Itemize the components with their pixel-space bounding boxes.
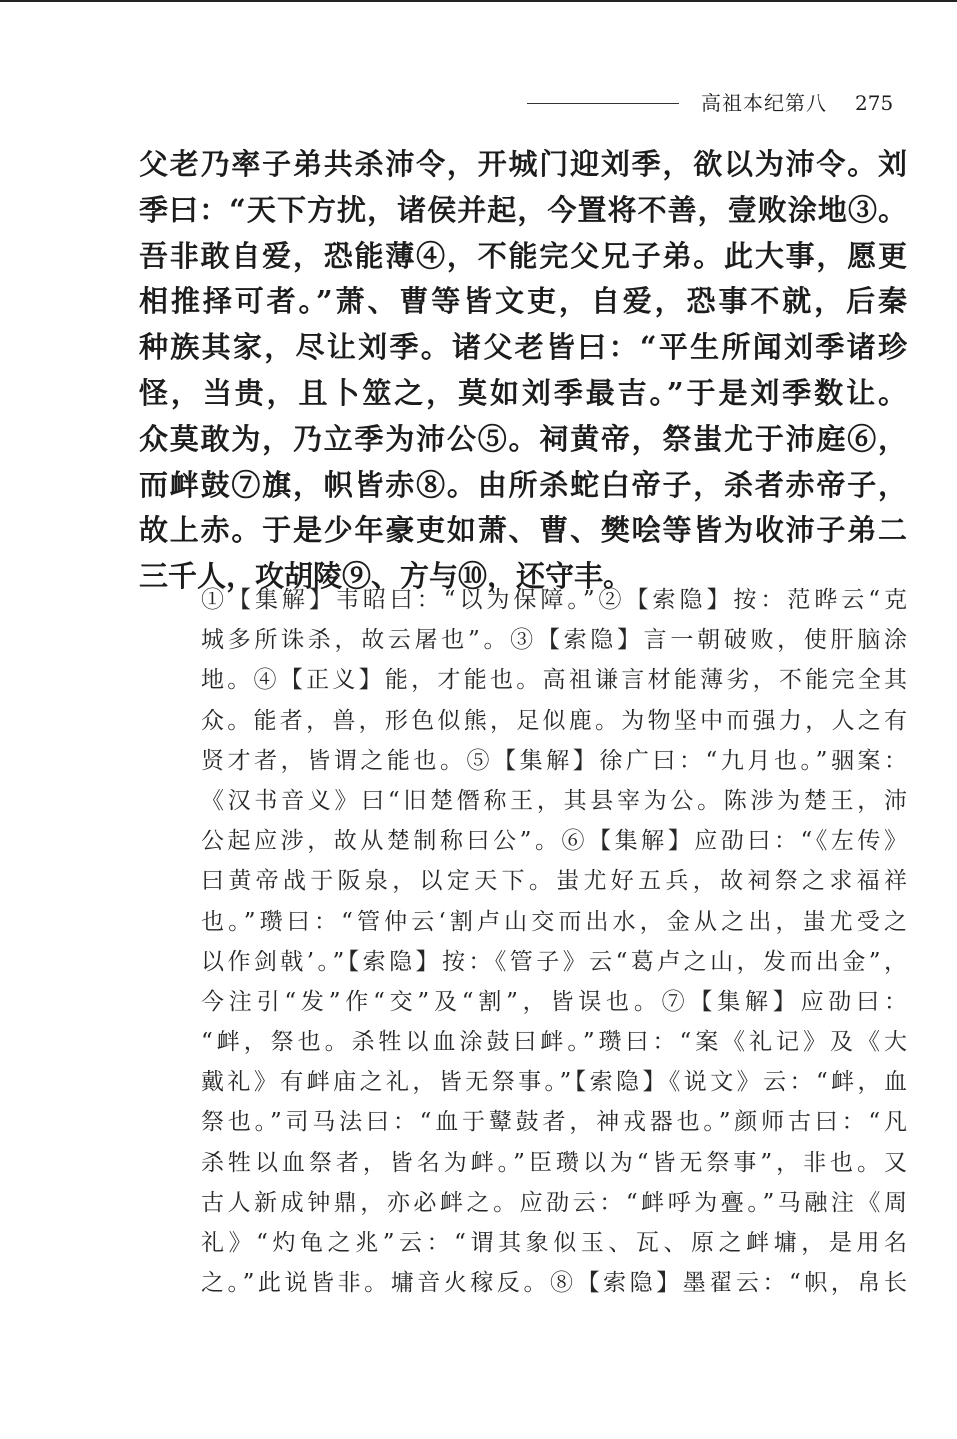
running-header: [527, 88, 907, 120]
note-line: 今注引“发”作“交”及“割”，皆误也。⑦【集解】应劭曰：: [201, 988, 907, 1015]
note-line: 古人新成钟鼎，亦必衅之。应劭云：“衅呼为亹。”马融注《周: [201, 1189, 907, 1216]
note-line: 之。”此说皆非。墉音火稼反。⑧【索隐】墨翟云：“帜，帛长: [201, 1270, 907, 1297]
main-text-line: 怪，当贵，且卜筮之，莫如刘季最吉。”于是刘季数让。: [139, 375, 907, 410]
note-line: 城多所诛杀，故云屠也”。③【索隐】言一朝破败，使肝脑涂: [201, 627, 907, 654]
note-line: 公起应涉，故从楚制称曰公”。⑥【集解】应劭曰：“《左传》: [201, 828, 907, 855]
page-number: 275: [855, 91, 894, 115]
header-rule: [527, 103, 679, 104]
note-line: ①【集解】韦昭曰：“以为保障。”②【索隐】按：范晔云“克: [201, 587, 907, 613]
note-line: 贤才者，皆谓之能也。⑤【集解】徐广曰：“九月也。”骃案：: [201, 747, 907, 774]
top-border-line: [0, 0, 957, 2]
chapter-title: 高祖本纪第八: [701, 91, 827, 115]
main-text-line: 三千人，攻胡陵⑨、方与⑩，还守丰。: [139, 559, 633, 594]
main-text-line: 父老乃率子弟共杀沛令，开城门迎刘季，欲以为沛令。刘: [139, 147, 907, 181]
note-line: 地。④【正义】能，才能也。高祖谦言材能薄劣，不能完全其: [201, 667, 907, 694]
note-line: 礼》“灼龟之兆”云：“谓其象似玉、瓦、原之衅墉，是用名: [201, 1230, 907, 1256]
note-line: 《汉书音义》曰“旧楚僭称王，其县宰为公。陈涉为楚王，沛: [201, 787, 907, 814]
main-text: [139, 142, 909, 600]
note-line: 也。”瓒曰：“管仲云‘割卢山交而出水，金从之出，蚩尤受之: [201, 908, 907, 935]
note-line: 戴礼》有衅庙之礼，皆无祭事。”【索隐】《说文》云：“衅，血: [201, 1069, 907, 1096]
main-text-line: 种族其家，尽让刘季。诸父老皆曰：“平生所闻刘季诸珍: [139, 330, 907, 365]
note-line: 曰黄帝战于阪泉，以定天下。蚩尤好五兵，故祠祭之求福祥: [201, 868, 907, 895]
note-line: 杀牲以血祭者，皆名为衅。”臣瓒以为“皆无祭事”，非也。又: [201, 1149, 907, 1176]
note-line: 众。能者，兽，形色似熊，足似鹿。为物坚中而强力，人之有: [201, 707, 907, 734]
main-text-line: 吾非敢自爱，恐能薄④，不能完父兄子弟。此大事，愿更: [139, 238, 907, 273]
main-text-line: 故上赤。于是少年豪吏如萧、曹、樊哙等皆为收沛子弟二: [139, 513, 907, 548]
note-line: “衅，祭也。杀牲以血涂鼓曰衅。”瓒曰：“案《礼记》及《大: [201, 1029, 907, 1056]
main-text-line: 而衅鼓⑦旗，帜皆赤⑧。由所杀蛇白帝子，杀者赤帝子，: [139, 467, 907, 502]
annotation-notes: [201, 580, 909, 1303]
main-text-line: 季曰：“天下方扰，诸侯并起，今置将不善，壹败涂地③。: [139, 192, 907, 227]
main-text-line: 众莫敢为，乃立季为沛公⑤。祠黄帝，祭蚩尤于沛庭⑥，: [139, 421, 907, 456]
note-line: 以作剑戟’。”【索隐】按：《管子》云“葛卢之山，发而出金”，: [201, 948, 907, 975]
main-text-line: 相推择可者。”萧、曹等皆文吏，自爱，恐事不就，后秦: [139, 284, 907, 319]
note-line: 祭也。”司马法曰：“血于鼙鼓者，神戎器也。”颜师古曰：“凡: [201, 1109, 907, 1136]
